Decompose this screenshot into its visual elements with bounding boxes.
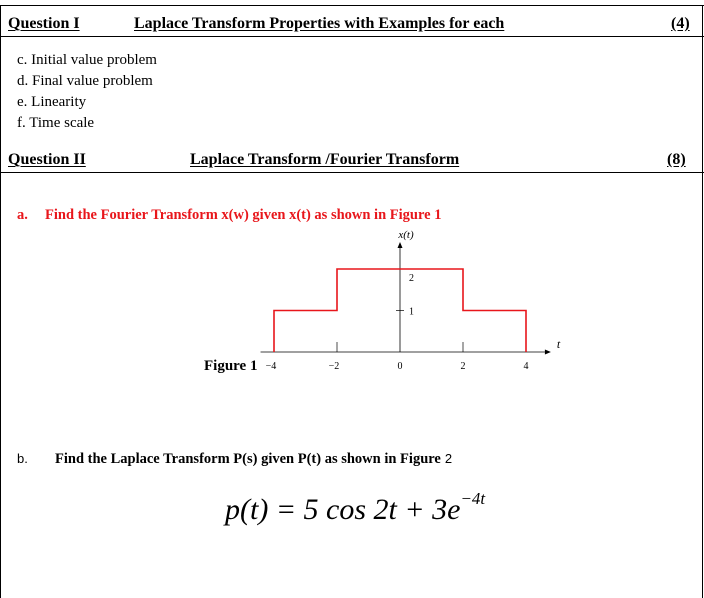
- question1-item-e: e. Linearity: [17, 94, 87, 110]
- question1-label: Question I: [8, 15, 80, 32]
- page-top-border: [0, 5, 704, 6]
- page-right-border: [702, 5, 703, 598]
- y-tick-label: 1: [409, 306, 414, 318]
- part-b-figure-number: 2: [444, 451, 453, 466]
- x-tick-label: −2: [328, 361, 340, 372]
- x-tick-label: 0: [397, 361, 403, 372]
- part-b-letter: b.: [17, 451, 28, 466]
- question1-item-f: f. Time scale: [17, 115, 95, 131]
- part-a-text: Find the Fourier Transform x(w) given x(t) as shown in Figure 1: [45, 207, 442, 223]
- page-left-border: [0, 5, 1, 598]
- x-axis-arrow: [545, 350, 551, 355]
- question1-title: Laplace Transform Properties with Examples for each: [134, 15, 505, 32]
- question1-item-d: d. Final value problem: [17, 73, 153, 89]
- figure1-caption: Figure 1: [204, 358, 258, 374]
- question1-rule: [0, 36, 704, 37]
- question1-marks: (4): [671, 15, 690, 32]
- equation-exponent: −4t: [460, 489, 486, 508]
- question2-label: Question II: [8, 151, 86, 168]
- y-axis-label: x(t): [398, 229, 414, 241]
- x-axis-label: t: [556, 337, 561, 351]
- equation-lhs: p(t) = 5 cos 2t + 3e: [225, 493, 461, 526]
- x-tick-label: −4: [265, 361, 277, 372]
- y-axis-arrow: [398, 242, 403, 248]
- part-b-text: Find the Laplace Transform P(s) given P(t) as shown in Figure: [55, 451, 441, 467]
- question2-title: Laplace Transform /Fourier Transform: [190, 151, 460, 168]
- x-tick-label: 2: [460, 361, 466, 372]
- y-tick-label: 2: [409, 273, 414, 284]
- part-b-question: [55, 450, 452, 468]
- question2-marks: (8): [667, 151, 686, 168]
- equation: [225, 489, 486, 527]
- x-tick-label: 4: [523, 361, 529, 372]
- part-a-letter: a.: [17, 207, 28, 223]
- question2-rule: [0, 172, 704, 173]
- question1-item-c: c. Initial value problem: [17, 52, 157, 68]
